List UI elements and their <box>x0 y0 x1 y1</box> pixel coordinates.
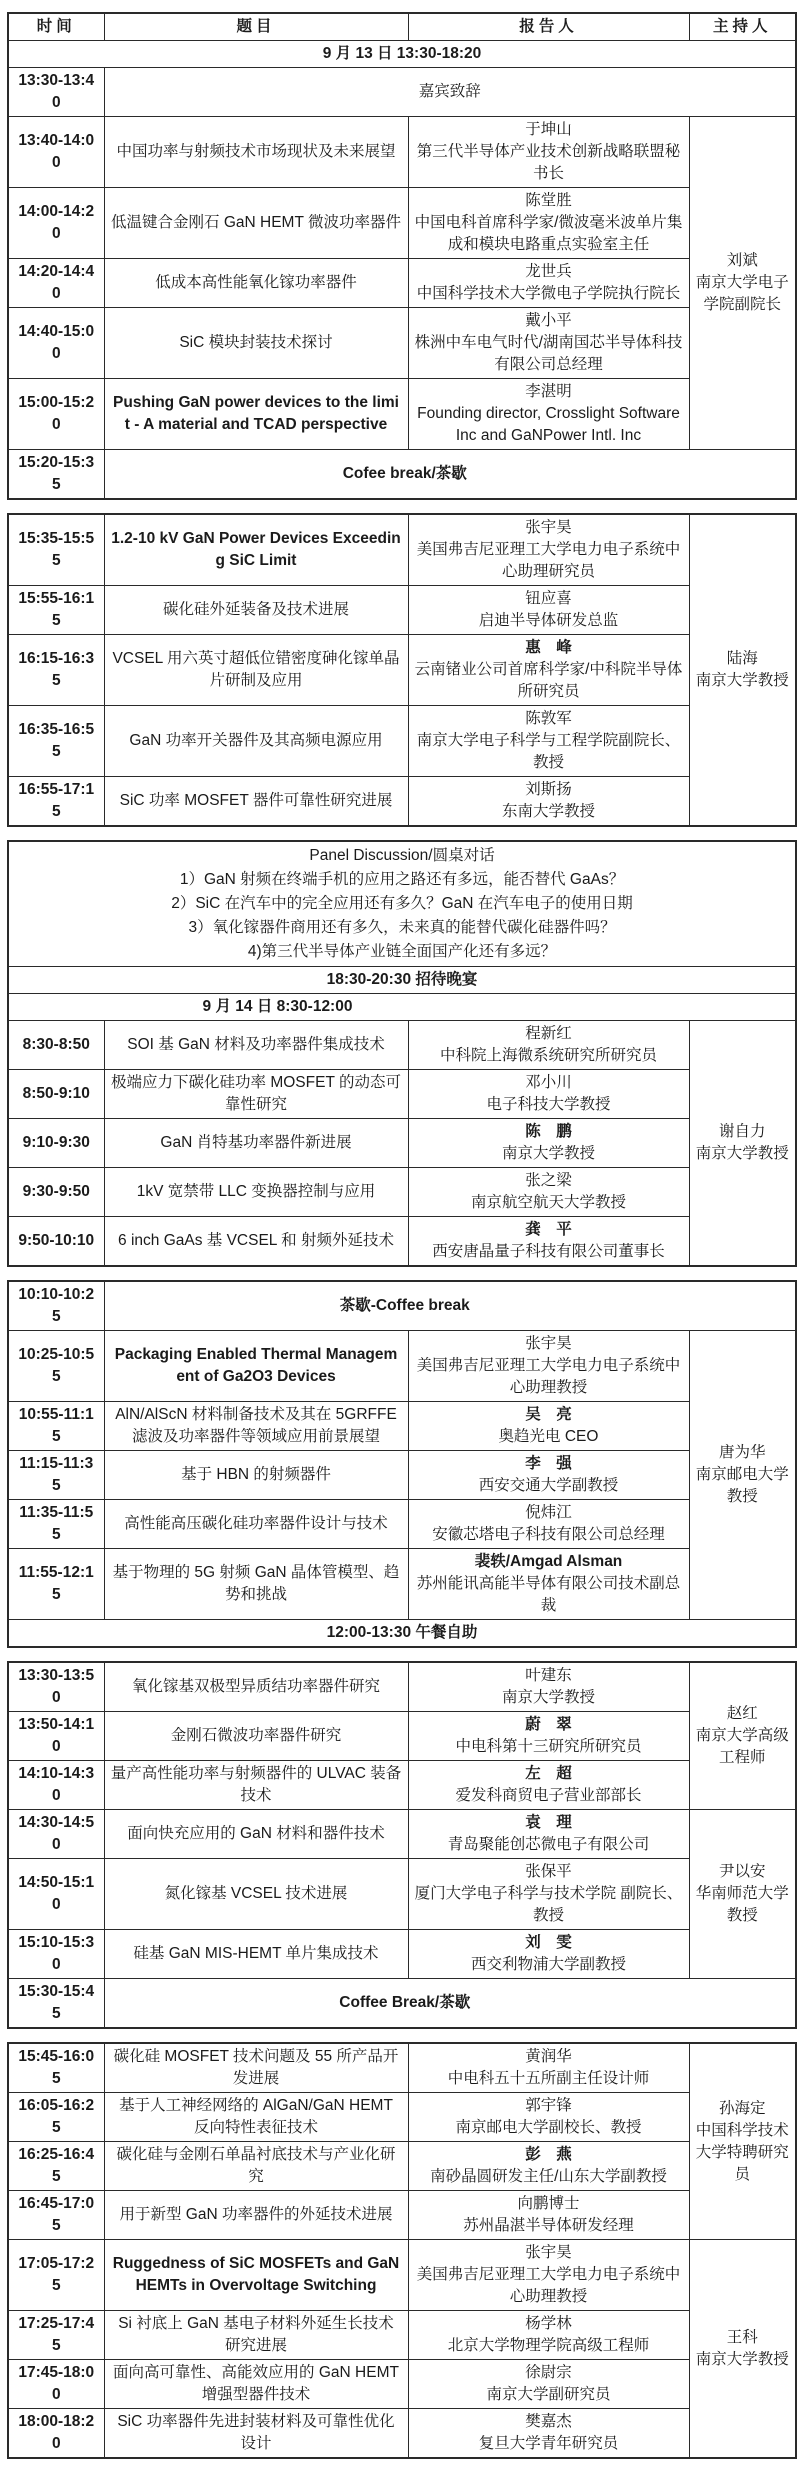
speaker-affiliation: 南京大学电子科学与工程学院副院长、教授 <box>416 732 681 771</box>
speaker-cell <box>408 2311 689 2360</box>
speaker-name: 张之梁 <box>525 1172 572 1189</box>
table-row <box>8 13 796 41</box>
speaker-cell <box>408 1859 689 1930</box>
speaker-cell <box>408 1662 689 1712</box>
speaker-affiliation: 中国电科首席科学家/微波毫米波单片集成和模块电路重点实验室主任 <box>414 214 683 253</box>
table-row <box>8 1712 796 1761</box>
topic-cell: 面向高可靠性、高能效应用的 GaN HEMT 增强型器件技术 <box>104 2360 408 2409</box>
time-cell: 8:30-8:50 <box>8 1021 104 1070</box>
speaker-affiliation: 苏州能讯高能半导体有限公司技术副总裁 <box>416 1575 681 1614</box>
topic-cell: 用于新型 GaN 功率器件的外延技术进展 <box>104 2191 408 2240</box>
speaker-cell <box>408 2142 689 2191</box>
time-cell: 15:45-16:05 <box>8 2043 104 2093</box>
speaker-name: 左 超 <box>525 1765 572 1782</box>
table-row <box>8 1930 796 1979</box>
speaker-cell <box>408 188 689 259</box>
speaker-name: 彭 燕 <box>525 2146 572 2163</box>
speaker-cell <box>408 1402 689 1451</box>
schedule-section-4 <box>7 1280 797 1648</box>
speaker-cell <box>408 514 689 586</box>
table-row <box>8 41 796 68</box>
topic-cell: 高性能高压碳化硅功率器件设计与技术 <box>104 1500 408 1549</box>
host-cell <box>689 117 796 450</box>
speaker-cell <box>408 1119 689 1168</box>
speaker-cell <box>408 2360 689 2409</box>
speaker-cell <box>408 1217 689 1267</box>
table-row <box>8 706 796 777</box>
host-name: 孙海定 <box>718 2099 766 2117</box>
table-row <box>8 1119 796 1168</box>
speaker-name: 叶建东 <box>525 1667 572 1684</box>
table-row <box>8 1500 796 1549</box>
speaker-affiliation: 安徽芯塔电子科技有限公司总经理 <box>432 1526 665 1543</box>
speaker-name: 郭宇锋 <box>525 2097 572 2114</box>
merged-row-label: 12:00-13:30 午餐自助 <box>8 1620 796 1648</box>
panel-discussion <box>8 841 796 967</box>
topic-cell: 碳化硅 MOSFET 技术问题及 55 所产品开发进展 <box>104 2043 408 2093</box>
time-cell: 16:15-16:35 <box>8 635 104 706</box>
speaker-cell <box>408 308 689 379</box>
host-affiliation: 南京大学高级工程师 <box>695 1727 789 1766</box>
table-row <box>8 1859 796 1930</box>
time-cell: 13:30-13:40 <box>8 68 104 117</box>
time-cell: 16:25-16:45 <box>8 2142 104 2191</box>
speaker-cell <box>408 1712 689 1761</box>
speaker-cell <box>408 706 689 777</box>
time-cell: 8:50-9:10 <box>8 1070 104 1119</box>
speaker-name: 龚 平 <box>525 1221 572 1238</box>
merged-row-label: 18:30-20:30 招待晚宴 <box>8 967 796 994</box>
speaker-name: 袁 理 <box>525 1814 572 1831</box>
table-row <box>8 1070 796 1119</box>
time-cell: 10:55-11:15 <box>8 1402 104 1451</box>
speaker-name: 向鹏博士 <box>517 2195 580 2212</box>
table-row <box>8 1331 796 1402</box>
host-affiliation: 南京大学教授 <box>695 2350 789 2368</box>
topic-cell: Pushing GaN power devices to the limit - A material and TCAD perspective <box>104 379 408 450</box>
table-row <box>8 635 796 706</box>
table-row <box>8 1979 796 2029</box>
time-cell: 15:55-16:15 <box>8 586 104 635</box>
speaker-affiliation: Founding director, Crosslight Software Inc and GaNPower Intl. Inc <box>417 405 680 444</box>
speaker-affiliation: 美国弗吉尼亚理工大学电力电子系统中心助理教授 <box>416 2266 681 2305</box>
time-cell: 10:10-10:25 <box>8 1281 104 1331</box>
speaker-name: 李湛明 <box>525 383 572 400</box>
speaker-affiliation: 美国弗吉尼亚理工大学电力电子系统中心助理教授 <box>416 1357 681 1396</box>
topic-cell: 极端应力下碳化硅功率 MOSFET 的动态可靠性研究 <box>104 1070 408 1119</box>
topic-cell: 基于人工神经网络的 AlGaN/GaN HEMT 反向特性表征技术 <box>104 2093 408 2142</box>
time-cell: 11:15-11:35 <box>8 1451 104 1500</box>
table-row <box>8 586 796 635</box>
time-cell: 16:35-16:55 <box>8 706 104 777</box>
speaker-affiliation: 中国科学技术大学微电子学院执行院长 <box>416 285 681 302</box>
speaker-affiliation: 美国弗吉尼亚理工大学电力电子系统中心助理研究员 <box>416 541 681 580</box>
table-row <box>8 259 796 308</box>
table-row <box>8 994 796 1021</box>
speaker-name: 徐尉宗 <box>525 2364 572 2381</box>
table-row <box>8 1451 796 1500</box>
table-row <box>8 117 796 188</box>
panel-question: 2）SiC 在汽车中的完全应用还有多久？GaN 在汽车电子的使用日期 <box>171 895 633 912</box>
speaker-affiliation: 东南大学教授 <box>501 803 595 820</box>
break-label: Cofee break/茶歇 <box>104 450 796 500</box>
speaker-name: 戴小平 <box>525 312 572 329</box>
speaker-affiliation: 云南锗业公司首席科学家/中科院半导体所研究员 <box>414 661 683 700</box>
speaker-name: 陈 鹏 <box>525 1123 572 1140</box>
table-row <box>8 379 796 450</box>
table-row <box>8 2311 796 2360</box>
speaker-affiliation: 北京大学物理学院高级工程师 <box>447 2337 650 2354</box>
break-label: Coffee Break/茶歇 <box>104 1979 796 2029</box>
table-row <box>8 1281 796 1331</box>
schedule-section-3 <box>7 840 797 1267</box>
topic-cell: 金刚石微波功率器件研究 <box>104 1712 408 1761</box>
speaker-cell <box>408 1810 689 1859</box>
speaker-affiliation: 西安唐晶量子科技有限公司董事长 <box>432 1243 665 1260</box>
speaker-cell <box>408 777 689 827</box>
speaker-affiliation: 厦门大学电子科学与技术学院 副院长、教授 <box>414 1885 683 1924</box>
speaker-name: 邓小川 <box>525 1074 572 1091</box>
speaker-cell <box>408 1930 689 1979</box>
day-header: 9 月 13 日 13:30-18:20 <box>8 41 796 68</box>
topic-cell: 低温键合金刚石 GaN HEMT 微波功率器件 <box>104 188 408 259</box>
topic-cell: 低成本高性能氧化镓功率器件 <box>104 259 408 308</box>
time-cell: 14:40-15:00 <box>8 308 104 379</box>
table-row <box>8 514 796 586</box>
column-header-host: 主持人 <box>689 13 796 41</box>
speaker-affiliation: 南京大学教授 <box>501 1145 595 1162</box>
time-cell: 14:10-14:30 <box>8 1761 104 1810</box>
table-row <box>8 2360 796 2409</box>
speaker-affiliation: 奥趋光电 CEO <box>498 1428 599 1445</box>
speaker-affiliation: 爱发科商贸电子营业部部长 <box>455 1787 642 1804</box>
table-row <box>8 2093 796 2142</box>
speaker-affiliation: 南京邮电大学副校长、教授 <box>455 2119 642 2136</box>
time-cell: 14:20-14:40 <box>8 259 104 308</box>
speaker-name: 陈堂胜 <box>525 192 572 209</box>
time-cell: 16:05-16:25 <box>8 2093 104 2142</box>
table-row <box>8 2240 796 2311</box>
host-name: 陆海 <box>726 650 758 667</box>
speaker-name: 裴轶/Amgad Alsman <box>474 1553 623 1570</box>
table-row <box>8 68 796 117</box>
table-row <box>8 1810 796 1859</box>
speaker-affiliation: 中电科第十三研究所研究员 <box>455 1738 642 1755</box>
time-cell: 15:00-15:20 <box>8 379 104 450</box>
host-cell <box>689 1021 796 1267</box>
host-name: 唐为华 <box>719 1444 766 1461</box>
speaker-affiliation: 苏州晶湛半导体研发经理 <box>463 2217 634 2234</box>
panel-title: Panel Discussion/圆桌对话 <box>309 847 495 864</box>
speaker-cell <box>408 1331 689 1402</box>
time-cell: 17:25-17:45 <box>8 2311 104 2360</box>
time-cell: 11:35-11:55 <box>8 1500 104 1549</box>
host-name: 王科 <box>726 2328 758 2346</box>
speaker-cell <box>408 1168 689 1217</box>
topic-cell: AlN/AlScN 材料制备技术及其在 5GRFFE 滤波及功率器件等领域应用前景展望 <box>104 1402 408 1451</box>
speaker-name: 张宇昊 <box>525 519 572 536</box>
topic-cell: Si 衬底上 GaN 基电子材料外延生长技术研究进展 <box>104 2311 408 2360</box>
panel-question: 4)第三代半导体产业链全面国产化还有多远？ <box>247 943 557 960</box>
speaker-affiliation: 电子科技大学教授 <box>486 1096 611 1113</box>
speaker-name: 钮应喜 <box>525 590 572 607</box>
host-cell <box>689 2240 796 2459</box>
speaker-cell <box>408 2093 689 2142</box>
time-cell: 10:25-10:55 <box>8 1331 104 1402</box>
speaker-cell <box>408 1761 689 1810</box>
conference-agenda-page <box>0 12 800 2459</box>
speaker-name: 倪炜江 <box>525 1504 572 1521</box>
speaker-cell <box>408 117 689 188</box>
break-label: 茶歇-Coffee break <box>104 1281 796 1331</box>
time-cell: 15:30-15:45 <box>8 1979 104 2029</box>
table-row <box>8 777 796 827</box>
host-name: 刘斌 <box>726 252 758 269</box>
speaker-affiliation: 南京大学副研究员 <box>486 2386 611 2403</box>
speaker-name: 陈敦军 <box>525 710 572 727</box>
topic-cell: 中国功率与射频技术市场现状及未来展望 <box>104 117 408 188</box>
topic-cell: VCSEL 用六英寸超低位错密度砷化镓单晶片研制及应用 <box>104 635 408 706</box>
speaker-cell <box>408 379 689 450</box>
speaker-name: 杨学林 <box>525 2315 572 2332</box>
topic-cell: Packaging Enabled Thermal Management of Ga2O3 Devices <box>104 1331 408 1402</box>
time-cell: 13:30-13:50 <box>8 1662 104 1712</box>
schedule-section-2 <box>7 513 797 827</box>
speaker-name: 张宇昊 <box>525 1335 572 1352</box>
time-cell: 16:45-17:05 <box>8 2191 104 2240</box>
speaker-name: 樊嘉杰 <box>525 2413 572 2430</box>
time-cell: 13:50-14:10 <box>8 1712 104 1761</box>
time-cell: 9:10-9:30 <box>8 1119 104 1168</box>
time-cell: 15:10-15:30 <box>8 1930 104 1979</box>
host-affiliation: 南京邮电大学教授 <box>695 1466 789 1505</box>
table-row <box>8 2409 796 2459</box>
speaker-cell <box>408 635 689 706</box>
host-affiliation: 南京大学教授 <box>695 1145 789 1162</box>
speaker-cell <box>408 259 689 308</box>
topic-cell: 硅基 GaN MIS-HEMT 单片集成技术 <box>104 1930 408 1979</box>
break-label: 嘉宾致辞 <box>104 68 796 117</box>
table-row <box>8 1402 796 1451</box>
host-name: 谢自力 <box>719 1123 766 1140</box>
speaker-name: 吴 亮 <box>525 1406 572 1423</box>
table-row <box>8 1549 796 1620</box>
host-cell <box>689 1331 796 1620</box>
column-header-time: 时间 <box>8 13 104 41</box>
speaker-name: 黄润华 <box>525 2048 572 2065</box>
time-cell: 11:55-12:15 <box>8 1549 104 1620</box>
host-cell <box>689 514 796 826</box>
conference-schedule <box>7 12 797 2459</box>
speaker-affiliation: 南京大学教授 <box>501 1689 595 1706</box>
table-row <box>8 1021 796 1070</box>
speaker-name: 程新红 <box>525 1025 572 1042</box>
table-row <box>8 308 796 379</box>
speaker-affiliation: 中科院上海微系统研究所研究员 <box>439 1047 657 1064</box>
topic-cell: GaN 肖特基功率器件新进展 <box>104 1119 408 1168</box>
time-cell: 14:30-14:50 <box>8 1810 104 1859</box>
topic-cell: 碳化硅外延装备及技术进展 <box>104 586 408 635</box>
time-cell: 14:00-14:20 <box>8 188 104 259</box>
topic-cell: 碳化硅与金刚石单晶衬底技术与产业化研究 <box>104 2142 408 2191</box>
schedule-section-6 <box>7 2042 797 2459</box>
topic-cell: 1kV 宽禁带 LLC 变换器控制与应用 <box>104 1168 408 1217</box>
topic-cell: Ruggedness of SiC MOSFETs and GaN HEMTs in Overvoltage Switching <box>104 2240 408 2311</box>
table-row <box>8 1761 796 1810</box>
speaker-cell <box>408 1021 689 1070</box>
schedule-section-5 <box>7 1661 797 2029</box>
table-row <box>8 2142 796 2191</box>
host-affiliation: 南京大学教授 <box>695 672 789 689</box>
table-row <box>8 450 796 500</box>
table-row <box>8 2191 796 2240</box>
speaker-name: 张宇昊 <box>525 2244 572 2261</box>
host-affiliation: 华南师范大学教授 <box>695 1885 789 1924</box>
host-cell <box>689 1810 796 1979</box>
time-cell: 17:45-18:00 <box>8 2360 104 2409</box>
speaker-affiliation: 复旦大学青年研究员 <box>478 2435 619 2452</box>
speaker-affiliation: 南砂晶圆研发主任/山东大学副教授 <box>430 2168 667 2185</box>
speaker-name: 龙世兵 <box>525 263 572 280</box>
speaker-cell <box>408 2240 689 2311</box>
speaker-affiliation: 启迪半导体研发总监 <box>478 612 619 629</box>
speaker-affiliation: 第三代半导体产业技术创新战略联盟秘书长 <box>416 143 681 182</box>
time-cell: 18:00-18:20 <box>8 2409 104 2459</box>
table-row <box>8 188 796 259</box>
topic-cell: 面向快充应用的 GaN 材料和器件技术 <box>104 1810 408 1859</box>
speaker-affiliation: 中电科五十五所副主任设计师 <box>447 2070 650 2087</box>
time-cell: 15:20-15:35 <box>8 450 104 500</box>
host-cell <box>689 2043 796 2240</box>
speaker-cell <box>408 586 689 635</box>
speaker-affiliation: 西交利物浦大学副教授 <box>470 1956 626 1973</box>
speaker-cell <box>408 2043 689 2093</box>
topic-cell: 基于 HBN 的射频器件 <box>104 1451 408 1500</box>
speaker-affiliation: 青岛聚能创芯微电子有限公司 <box>447 1836 650 1853</box>
time-cell: 9:50-10:10 <box>8 1217 104 1267</box>
speaker-name: 于坤山 <box>525 121 572 138</box>
topic-cell: GaN 功率开关器件及其高频电源应用 <box>104 706 408 777</box>
topic-cell: 1.2-10 kV GaN Power Devices Exceeding SiC Limit <box>104 514 408 586</box>
speaker-cell <box>408 1070 689 1119</box>
topic-cell: SOI 基 GaN 材料及功率器件集成技术 <box>104 1021 408 1070</box>
panel-question: 3）氧化镓器件商用还有多久，未来真的能替代碳化硅器件吗？ <box>188 919 616 936</box>
speaker-name: 李 强 <box>525 1455 572 1472</box>
panel-question: 1）GaN 射频在终端手机的应用之路还有多远，能否替代 GaAs？ <box>179 871 625 888</box>
time-cell: 14:50-15:10 <box>8 1859 104 1930</box>
topic-cell: 6 inch GaAs 基 VCSEL 和 射频外延技术 <box>104 1217 408 1267</box>
time-cell: 17:05-17:25 <box>8 2240 104 2311</box>
topic-cell: SiC 功率 MOSFET 器件可靠性研究进展 <box>104 777 408 827</box>
speaker-name: 刘 雯 <box>525 1934 572 1951</box>
column-header-topic: 题目 <box>104 13 408 41</box>
time-cell: 16:55-17:15 <box>8 777 104 827</box>
host-affiliation: 中国科学技术大学特聘研究员 <box>695 2121 789 2183</box>
topic-cell: SiC 模块封装技术探讨 <box>104 308 408 379</box>
speaker-name: 惠 峰 <box>525 639 572 656</box>
time-cell: 13:40-14:00 <box>8 117 104 188</box>
table-row <box>8 1168 796 1217</box>
topic-cell: 氧化镓基双极型异质结功率器件研究 <box>104 1662 408 1712</box>
speaker-name: 蔚 翠 <box>525 1716 572 1733</box>
time-cell: 15:35-15:55 <box>8 514 104 586</box>
host-name: 赵红 <box>726 1705 758 1722</box>
speaker-name: 刘斯扬 <box>525 781 572 798</box>
host-affiliation: 南京大学电子学院副院长 <box>695 274 789 313</box>
time-cell: 9:30-9:50 <box>8 1168 104 1217</box>
table-row <box>8 1620 796 1648</box>
speaker-name: 张保平 <box>525 1863 572 1880</box>
speaker-cell <box>408 2191 689 2240</box>
table-row <box>8 967 796 994</box>
speaker-affiliation: 株洲中车电气时代/湖南国芯半导体科技有限公司总经理 <box>414 334 683 373</box>
table-row <box>8 841 796 967</box>
speaker-cell <box>408 2409 689 2459</box>
topic-cell: 量产高性能功率与射频器件的 ULVAC 装备技术 <box>104 1761 408 1810</box>
speaker-cell <box>408 1451 689 1500</box>
column-header-speaker: 报告人 <box>408 13 689 41</box>
day-header: 9 月 14 日 8:30-12:00 <box>8 994 796 1021</box>
table-row <box>8 1662 796 1712</box>
topic-cell: 基于物理的 5G 射频 GaN 晶体管模型、趋势和挑战 <box>104 1549 408 1620</box>
host-name: 尹以安 <box>718 1863 766 1880</box>
table-row <box>8 1217 796 1267</box>
schedule-section-1 <box>7 12 797 500</box>
speaker-cell <box>408 1549 689 1620</box>
speaker-affiliation: 南京航空航天大学教授 <box>470 1194 626 1211</box>
table-row <box>8 2043 796 2093</box>
speaker-affiliation: 西安交通大学副教授 <box>478 1477 619 1494</box>
topic-cell: 氮化镓基 VCSEL 技术进展 <box>104 1859 408 1930</box>
topic-cell: SiC 功率器件先进封装材料及可靠性优化设计 <box>104 2409 408 2459</box>
speaker-cell <box>408 1500 689 1549</box>
host-cell <box>689 1662 796 1810</box>
